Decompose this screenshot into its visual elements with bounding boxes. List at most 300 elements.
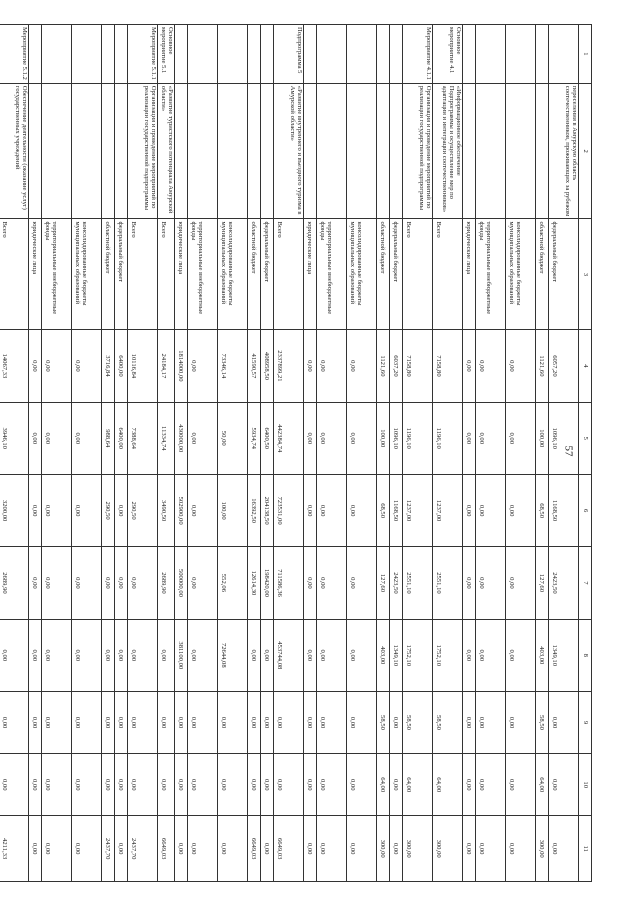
amount-cell: 0,00	[72, 754, 102, 816]
amount-cell: 0,00	[304, 330, 317, 402]
amount-cell: 0,00	[188, 619, 218, 691]
item-code-cell	[115, 25, 128, 84]
amount-cell: 0,00	[29, 402, 42, 474]
amount-cell: 0,00	[463, 754, 476, 816]
amount-cell: 68,50	[536, 474, 549, 546]
item-code-cell	[102, 25, 115, 84]
amount-cell: 442384,74	[274, 402, 304, 474]
table-row	[72, 25, 102, 882]
item-name-cell	[377, 83, 390, 219]
amount-cell: 0,00	[218, 816, 248, 882]
table-row	[175, 25, 188, 882]
amount-cell: 0,00	[549, 691, 579, 753]
item-name-cell: «Информационное обеспечение Подпрограммы и осуществление мер по адаптации и интеграции соотечественников»	[433, 83, 463, 219]
amount-cell: 0,00	[42, 754, 72, 816]
amount-cell: 300,00	[536, 816, 549, 882]
amount-cell: 453744,08	[274, 619, 304, 691]
amount-cell: 6400,50	[261, 402, 274, 474]
amount-cell: 14067,33	[0, 330, 29, 402]
amount-cell: 68,50	[377, 474, 390, 546]
amount-cell: 0,00	[304, 816, 317, 882]
item-name-cell	[115, 83, 128, 219]
amount-cell: 12614,30	[248, 547, 261, 619]
amount-cell: 2423,50	[549, 547, 579, 619]
column-header: 6	[579, 474, 592, 546]
amount-cell: 6649,03	[158, 816, 175, 882]
amount-cell: 0,00	[188, 816, 218, 882]
amount-cell: 0,00	[317, 619, 347, 691]
amount-cell: 0,00	[29, 330, 42, 402]
item-code-cell	[377, 25, 390, 84]
amount-cell: 6400,00	[115, 330, 128, 402]
table-row	[115, 25, 128, 882]
amount-cell: 24184,17	[158, 330, 175, 402]
amount-cell: 100,00	[536, 402, 549, 474]
amount-cell: 2437,70	[128, 816, 158, 882]
amount-cell: 127,60	[377, 547, 390, 619]
amount-cell: 0,00	[42, 330, 72, 402]
amount-cell: 0,00	[72, 619, 102, 691]
item-code-cell	[506, 25, 536, 84]
amount-cell: 0,00	[72, 816, 102, 882]
amount-cell: 0,00	[476, 547, 506, 619]
item-code-cell: Подпрограмма 5	[274, 25, 304, 84]
table-row	[158, 25, 175, 882]
amount-cell: 58,50	[403, 691, 433, 753]
amount-cell: 0,00	[317, 754, 347, 816]
amount-cell: 0,00	[158, 691, 175, 753]
amount-cell: 0,00	[506, 619, 536, 691]
amount-cell: 73346,14	[218, 330, 248, 402]
item-name-cell	[42, 83, 72, 219]
amount-cell: 0,00	[304, 619, 317, 691]
amount-cell: 10116,84	[128, 330, 158, 402]
amount-cell: 1752,10	[403, 619, 433, 691]
funding-source-cell: федеральный бюджет	[115, 219, 128, 330]
amount-cell: 6037,20	[390, 330, 403, 402]
amount-cell: 0,00	[72, 474, 102, 546]
amount-cell: 0,00	[476, 691, 506, 753]
funding-source-cell: территориальные внебюджетные фонды	[42, 219, 72, 330]
amount-cell: 0,00	[0, 619, 29, 691]
amount-cell: 16392,50	[248, 474, 261, 546]
amount-cell: 0,00	[506, 816, 536, 882]
item-name-cell: переселения в Амурскую область соотечественников, проживающих за рубежом	[549, 83, 579, 219]
amount-cell: 0,00	[261, 619, 274, 691]
amount-cell: 0,00	[347, 330, 377, 402]
item-code-cell	[304, 25, 317, 84]
amount-cell: 0,00	[506, 547, 536, 619]
amount-cell: 0,00	[29, 547, 42, 619]
amount-cell: 1168,50	[549, 474, 579, 546]
amount-cell: 0,00	[42, 402, 72, 474]
funding-source-cell: Всего	[403, 219, 433, 330]
amount-cell: 300,00	[403, 816, 433, 882]
table-row	[29, 25, 42, 882]
funding-source-cell: консолидированные бюджеты муниципальных образований	[72, 219, 102, 330]
amount-cell: 100,00	[377, 402, 390, 474]
document-page	[1, 24, 592, 882]
amount-cell: 0,00	[506, 402, 536, 474]
item-code-cell	[72, 25, 102, 84]
amount-cell: 0,00	[29, 754, 42, 816]
amount-cell: 0,00	[102, 547, 115, 619]
amount-cell: 0,00	[115, 474, 128, 546]
table-row	[403, 25, 433, 882]
amount-cell: 58,50	[536, 691, 549, 753]
amount-cell: 0,00	[347, 474, 377, 546]
amount-cell: 0,00	[317, 547, 347, 619]
amount-cell: 0,00	[72, 547, 102, 619]
item-name-cell	[536, 83, 549, 219]
item-code-cell: Мероприятие 4.1.1	[403, 25, 433, 84]
item-name-cell: Организация и проведение мероприятий по реализации государственной подпрограммы	[403, 83, 433, 219]
item-code-cell: Мероприятие 5.1.2	[0, 25, 29, 84]
item-name-cell	[390, 83, 403, 219]
amount-cell: 1349,10	[390, 619, 403, 691]
amount-cell: 198420,00	[261, 547, 274, 619]
table-row	[390, 25, 403, 882]
table-row	[304, 25, 317, 882]
amount-cell: 0,00	[128, 547, 158, 619]
funding-source-cell: юридические лица	[175, 219, 188, 330]
amount-cell: 2551,10	[433, 547, 463, 619]
amount-cell: 1096,10	[390, 402, 403, 474]
amount-cell: 1349,10	[549, 619, 579, 691]
amount-cell: 500000,00	[175, 547, 188, 619]
amount-cell: 2423,50	[390, 547, 403, 619]
item-name-cell	[72, 83, 102, 219]
amount-cell: 0,00	[42, 691, 72, 753]
amount-cell: 0,00	[390, 691, 403, 753]
amount-cell: 0,00	[188, 330, 218, 402]
column-header: 10	[579, 754, 592, 816]
amount-cell: 3946,10	[0, 402, 29, 474]
amount-cell: 1121,60	[377, 330, 390, 402]
funding-source-cell: консолидированные бюджеты муниципальных образований	[506, 219, 536, 330]
amount-cell: 0,00	[175, 691, 188, 753]
table-row	[463, 25, 476, 882]
amount-cell: 0,00	[274, 691, 304, 753]
funding-source-cell: юридические лица	[304, 219, 317, 330]
column-header: 11	[579, 816, 592, 882]
column-header: 8	[579, 619, 592, 691]
amount-cell: 0,00	[476, 754, 506, 816]
table-row	[549, 25, 579, 882]
amount-cell: 0,00	[261, 816, 274, 882]
amount-cell: 0,00	[248, 754, 261, 816]
funding-source-cell: федеральный бюджет	[390, 219, 403, 330]
column-header: 7	[579, 547, 592, 619]
amount-cell: 0,00	[0, 691, 29, 753]
table-row	[476, 25, 506, 882]
amount-cell: 1121,60	[536, 330, 549, 402]
amount-cell: 0,00	[102, 691, 115, 753]
amount-cell: 552,06	[218, 547, 248, 619]
amount-cell: 0,00	[42, 619, 72, 691]
funding-source-cell: Всего	[158, 219, 175, 330]
item-name-cell	[175, 83, 188, 219]
item-name-cell	[317, 83, 347, 219]
amount-cell: 0,00	[347, 619, 377, 691]
amount-cell: 0,00	[115, 691, 128, 753]
amount-cell: 204138,50	[261, 474, 274, 546]
amount-cell: 0,00	[188, 691, 218, 753]
amount-cell: 0,00	[476, 619, 506, 691]
item-code-cell: Основное мероприятие 5.1	[158, 25, 175, 84]
amount-cell: 1237,00	[433, 474, 463, 546]
item-code-cell	[476, 25, 506, 84]
item-code-cell	[188, 25, 218, 84]
table-row	[0, 25, 29, 882]
funding-source-cell: областной бюджет	[536, 219, 549, 330]
amount-cell: 0,00	[72, 330, 102, 402]
item-code-cell	[317, 25, 347, 84]
column-header: 3	[579, 219, 592, 330]
funding-source-cell: областной бюджет	[248, 219, 261, 330]
amount-cell: 0,00	[218, 754, 248, 816]
item-code-cell	[42, 25, 72, 84]
amount-cell: 381100,00	[175, 619, 188, 691]
amount-cell: 0,00	[188, 402, 218, 474]
amount-cell: 0,00	[304, 691, 317, 753]
amount-cell: 0,00	[29, 816, 42, 882]
rotated-table-frame	[1, 24, 592, 882]
amount-cell: 2551,10	[403, 547, 433, 619]
amount-cell: 0,00	[463, 691, 476, 753]
item-code-cell	[175, 25, 188, 84]
amount-cell: 0,00	[188, 754, 218, 816]
amount-cell: 0,00	[128, 619, 158, 691]
amount-cell: 0,00	[506, 330, 536, 402]
amount-cell: 0,00	[261, 691, 274, 753]
amount-cell: 0,00	[476, 330, 506, 402]
amount-cell: 72644,08	[218, 619, 248, 691]
funding-source-cell: областной бюджет	[377, 219, 390, 330]
amount-cell: 0,00	[347, 691, 377, 753]
funding-source-cell: Всего	[433, 219, 463, 330]
amount-cell: 6400,00	[115, 402, 128, 474]
table-row	[433, 25, 463, 882]
amount-cell: 0,00	[115, 816, 128, 882]
amount-cell: 100,00	[218, 474, 248, 546]
amount-cell: 0,00	[476, 474, 506, 546]
amount-cell: 0,00	[115, 754, 128, 816]
column-header: 4	[579, 330, 592, 402]
amount-cell: 64,00	[403, 754, 433, 816]
amount-cell: 0,00	[29, 691, 42, 753]
amount-cell: 290,50	[128, 474, 158, 546]
amount-cell: 403,00	[536, 619, 549, 691]
amount-cell: 0,00	[506, 691, 536, 753]
amount-cell: 502900,00	[175, 474, 188, 546]
table-row	[347, 25, 377, 882]
amount-cell: 0,00	[115, 619, 128, 691]
amount-cell: 0,00	[158, 754, 175, 816]
amount-cell: 11334,74	[158, 402, 175, 474]
item-code-cell	[549, 25, 579, 84]
amount-cell: 0,00	[72, 691, 102, 753]
item-name-cell	[248, 83, 261, 219]
amount-cell: 0,00	[463, 816, 476, 882]
amount-cell: 0,00	[115, 547, 128, 619]
amount-cell: 0,00	[304, 754, 317, 816]
amount-cell: 1196,10	[403, 402, 433, 474]
item-name-cell	[347, 83, 377, 219]
funding-source-cell: территориальные внебюджетные фонды	[317, 219, 347, 330]
amount-cell: 723531,00	[274, 474, 304, 546]
funding-source-cell: консолидированные бюджеты муниципальных образований	[347, 219, 377, 330]
table-row	[248, 25, 261, 882]
funding-source-cell: юридические лица	[463, 219, 476, 330]
item-name-cell	[476, 83, 506, 219]
amount-cell: 0,00	[248, 619, 261, 691]
funding-source-cell: юридические лица	[29, 219, 42, 330]
amount-cell: 0,00	[218, 691, 248, 753]
table-row	[42, 25, 72, 882]
amount-cell: 0,00	[549, 754, 579, 816]
amount-cell: 0,00	[390, 816, 403, 882]
amount-cell: 58,50	[433, 691, 463, 753]
amount-cell: 0,00	[42, 547, 72, 619]
amount-cell: 1814000,00	[175, 330, 188, 402]
amount-cell: 0,00	[347, 547, 377, 619]
table-row	[274, 25, 304, 882]
amount-cell: 0,00	[317, 474, 347, 546]
amount-cell: 0,00	[0, 754, 29, 816]
item-name-cell	[463, 83, 476, 219]
column-header: 1	[579, 25, 592, 84]
amount-cell: 0,00	[476, 402, 506, 474]
amount-cell: 6649,03	[274, 816, 304, 882]
item-name-cell: «Развитие внутреннего и въездного туризма в Амурской области»	[274, 83, 304, 219]
item-code-cell	[261, 25, 274, 84]
amount-cell: 64,00	[536, 754, 549, 816]
financing-table	[0, 24, 592, 882]
item-name-cell	[188, 83, 218, 219]
amount-cell: 64,00	[377, 754, 390, 816]
amount-cell: 0,00	[304, 474, 317, 546]
amount-cell: 0,00	[102, 754, 115, 816]
amount-cell: 2437,70	[102, 816, 115, 882]
amount-cell: 0,00	[274, 754, 304, 816]
amount-cell: 0,00	[506, 754, 536, 816]
amount-cell: 290,50	[102, 474, 115, 546]
header-row	[579, 25, 592, 882]
amount-cell: 0,00	[158, 619, 175, 691]
amount-cell: 2689,90	[0, 547, 29, 619]
amount-cell: 408958,50	[261, 330, 274, 402]
amount-cell: 0,00	[317, 330, 347, 402]
item-code-cell	[218, 25, 248, 84]
item-name-cell	[102, 83, 115, 219]
amount-cell: 0,00	[128, 691, 158, 753]
amount-cell: 711586,36	[274, 547, 304, 619]
amount-cell: 0,00	[463, 330, 476, 402]
amount-cell: 0,00	[463, 619, 476, 691]
item-code-cell: Основное мероприятие 4.1	[433, 25, 463, 84]
amount-cell: 0,00	[317, 691, 347, 753]
amount-cell: 0,00	[188, 474, 218, 546]
table-row	[128, 25, 158, 882]
funding-source-cell: территориальные внебюджетные фонды	[188, 219, 218, 330]
funding-source-cell: территориальные внебюджетные фонды	[476, 219, 506, 330]
amount-cell: 127,60	[536, 547, 549, 619]
amount-cell: 41590,57	[248, 330, 261, 402]
amount-cell: 0,00	[463, 402, 476, 474]
table-row	[506, 25, 536, 882]
item-name-cell	[304, 83, 317, 219]
amount-cell: 0,00	[42, 474, 72, 546]
column-header: 2	[579, 83, 592, 219]
table-row	[377, 25, 390, 882]
funding-source-cell: консолидированные бюджеты муниципальных образований	[218, 219, 248, 330]
amount-cell: 0,00	[29, 619, 42, 691]
amount-cell: 0,00	[42, 816, 72, 882]
funding-source-cell: федеральный бюджет	[261, 219, 274, 330]
item-code-cell	[463, 25, 476, 84]
amount-cell: 3200,00	[0, 474, 29, 546]
amount-cell: 0,00	[304, 402, 317, 474]
amount-cell: 0,00	[347, 816, 377, 882]
amount-cell: 0,00	[29, 474, 42, 546]
amount-cell: 1752,10	[433, 619, 463, 691]
item-code-cell: Мероприятие 5.1.1	[128, 25, 158, 84]
item-name-cell: «Развитие туристского потенциала Амурской области»	[158, 83, 175, 219]
item-name-cell	[29, 83, 42, 219]
table-row	[102, 25, 115, 882]
amount-cell: 0,00	[128, 754, 158, 816]
item-name-cell: Обеспечение деятельности (оказание услуг) государственных учреждений	[0, 83, 29, 219]
item-code-cell	[347, 25, 377, 84]
column-header: 5	[579, 402, 592, 474]
item-name-cell	[506, 83, 536, 219]
amount-cell: 7158,80	[433, 330, 463, 402]
amount-cell: 0,00	[463, 547, 476, 619]
amount-cell: 6649,03	[248, 816, 261, 882]
item-code-cell	[536, 25, 549, 84]
amount-cell: 430000,00	[175, 402, 188, 474]
table-row	[188, 25, 218, 882]
amount-cell: 1168,50	[390, 474, 403, 546]
amount-cell: 64,00	[433, 754, 463, 816]
amount-cell: 300,00	[433, 816, 463, 882]
table-row	[261, 25, 274, 882]
page-number: 57	[562, 445, 575, 457]
table-row	[536, 25, 549, 882]
amount-cell: 403,00	[377, 619, 390, 691]
item-name-cell	[218, 83, 248, 219]
amount-cell: 0,00	[72, 402, 102, 474]
item-code-cell	[29, 25, 42, 84]
funding-source-cell: Всего	[0, 219, 29, 330]
amount-cell: 0,00	[549, 816, 579, 882]
table-body	[0, 25, 579, 882]
table-row	[218, 25, 248, 882]
amount-cell: 1196,10	[433, 402, 463, 474]
amount-cell: 0,00	[248, 691, 261, 753]
amount-cell: 0,00	[261, 754, 274, 816]
amount-cell: 300,00	[377, 816, 390, 882]
table-row	[317, 25, 347, 882]
amount-cell: 4211,33	[0, 816, 29, 882]
amount-cell: 2689,90	[158, 547, 175, 619]
column-header: 9	[579, 691, 592, 753]
amount-cell: 1096,10	[549, 402, 579, 474]
amount-cell: 50,00	[218, 402, 248, 474]
amount-cell: 3716,84	[102, 330, 115, 402]
amount-cell: 0,00	[188, 547, 218, 619]
